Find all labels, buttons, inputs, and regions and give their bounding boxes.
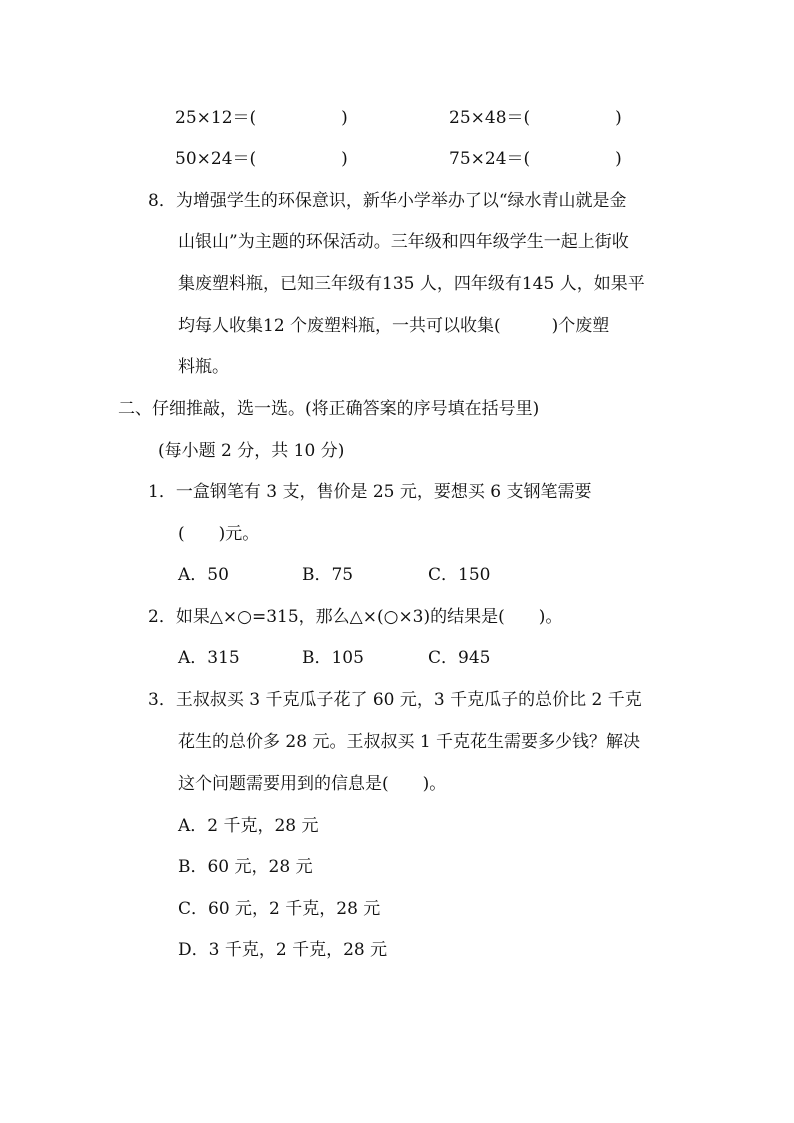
section-2-score: (每小题 2 分，共 10 分) — [158, 441, 345, 461]
q8-line-5: 料瓶。 — [178, 357, 229, 377]
q3-option-c: C．60 元，2 千克，28 元 — [178, 899, 381, 919]
equation-1-right: 25×48＝( ) — [449, 108, 622, 128]
q3-line-1: 3．王叔叔买 3 千克瓜子花了 60 元，3 千克瓜子的总价比 2 千克 — [148, 690, 642, 710]
q3-option-d: D．3 千克，2 千克，28 元 — [178, 940, 388, 960]
q2-option-b: B．105 — [302, 648, 364, 668]
q8-line-4: 均每人收集12 个废塑料瓶，一共可以收集( )个废塑 — [178, 316, 610, 336]
q3-line-2: 花生的总价多 28 元。王叔叔买 1 千克花生需要多少钱？解决 — [178, 732, 641, 752]
equation-2-right: 75×24＝( ) — [449, 149, 622, 169]
q1-option-c: C．150 — [428, 565, 491, 585]
equation-2-left: 50×24＝( ) — [175, 149, 348, 169]
q2-option-c: C．945 — [428, 648, 491, 668]
q1-option-b: B．75 — [302, 565, 354, 585]
q3-option-b: B．60 元，28 元 — [178, 857, 313, 877]
q3-line-3: 这个问题需要用到的信息是( )。 — [178, 774, 447, 794]
q3-option-a: A．2 千克，28 元 — [178, 816, 319, 836]
q8-line-3: 集废塑料瓶，已知三年级有135 人，四年级有145 人，如果平 — [178, 274, 645, 294]
q1-line-2: ( )元。 — [178, 524, 260, 544]
q2-line-1: 2．如果△×○=315，那么△×(○×3)的结果是( )。 — [148, 607, 563, 627]
q2-option-a: A．315 — [178, 648, 240, 668]
q8-line-1: 8．为增强学生的环保意识，新华小学举办了以“绿水青山就是金 — [148, 191, 627, 211]
equation-1-left: 25×12＝( ) — [175, 108, 348, 128]
q8-line-2: 山银山”为主题的环保活动。三年级和四年级学生一起上街收 — [178, 232, 629, 252]
q1-line-1: 1．一盒钢笔有 3 支，售价是 25 元，要想买 6 支钢笔需要 — [148, 482, 592, 502]
section-2-title: 二、仔细推敲，选一选。(将正确答案的序号填在括号里) — [118, 399, 540, 419]
q1-option-a: A．50 — [178, 565, 229, 585]
